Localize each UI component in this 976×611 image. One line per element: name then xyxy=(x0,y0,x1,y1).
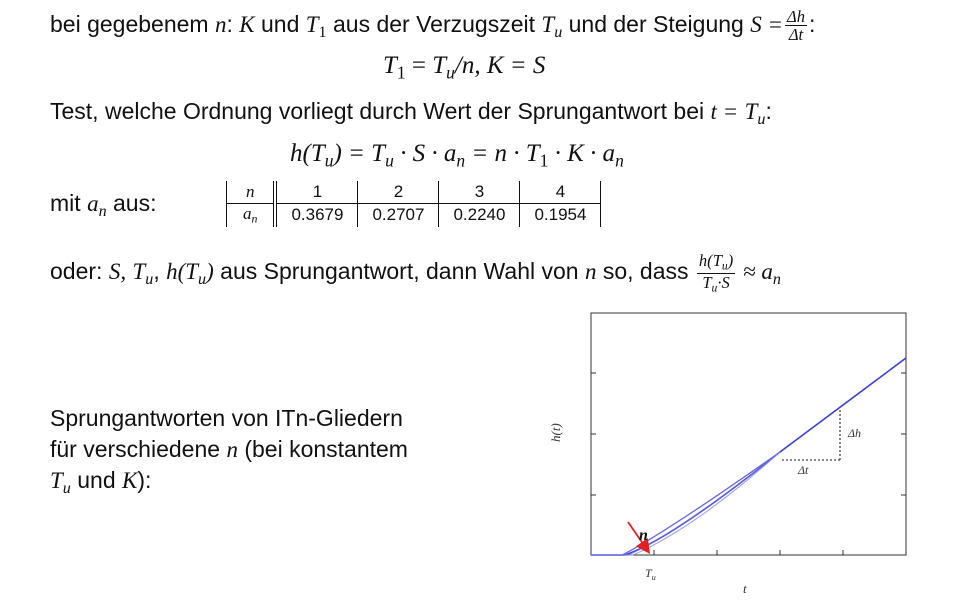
alternative-line: oder: S, $T_u$, $h(T_u)$ aus Sprungantwort, dann Wahl von n so, dass $\frac{h(T_u)}{T_u\cdot S}$ ≈ $a_n$ xyxy=(50,251,781,295)
description-line: Sprungantworten von ITn-Gliedern xyxy=(50,405,403,431)
test-line: Test, welche Ordnung vorliegt durch Wert der Sprungantwort bei $t = T_u$: xyxy=(50,98,772,128)
y-axis-label: h(t) xyxy=(548,423,563,442)
text: und der Steigung xyxy=(568,10,744,37)
description-line: $T_u$ und K): xyxy=(50,467,152,497)
text: Test, welche Ordnung vorliegt durch Wert der Sprungantwort bei xyxy=(50,98,705,124)
table-order: 2 xyxy=(358,181,439,204)
equation-h-tu: $h(T_u) = T_u \cdot S \cdot a_n = n \cdot T_1 \cdot K \cdot a_n$ xyxy=(290,140,624,171)
text: : xyxy=(226,10,233,37)
table-order: 3 xyxy=(439,181,520,204)
math-Tu: $T_u$ xyxy=(744,99,766,128)
table-header-n: n xyxy=(227,181,275,204)
table-order: 4 xyxy=(520,181,601,204)
table-order: 1 xyxy=(275,181,358,204)
math-t: t = xyxy=(710,99,739,124)
table-value: 0.2240 xyxy=(439,204,520,227)
intro-line xyxy=(50,8,815,44)
delta-h-label: Δh xyxy=(848,426,862,440)
text: aus der Verzugszeit xyxy=(332,10,535,37)
n-arrow-label: n xyxy=(639,527,648,544)
description xyxy=(50,403,408,504)
response-curve-n1 xyxy=(591,358,906,555)
table-value: 0.3679 xyxy=(275,204,358,227)
step-response-plot xyxy=(530,300,930,605)
order-coefficient-table xyxy=(226,181,601,227)
math-K: K xyxy=(239,11,255,37)
response-curve-n4 xyxy=(591,452,780,555)
description-line: für verschiedene n (bei konstantem xyxy=(50,436,408,462)
math-S: S = xyxy=(750,11,783,37)
table-label: mit $a_n$ aus: xyxy=(50,190,157,220)
math-n: n xyxy=(214,11,227,37)
response-curve-n2 xyxy=(591,452,780,555)
text: und xyxy=(260,10,300,37)
fraction-dh-dt: $\frac{\Delta h}{\Delta t}$ xyxy=(787,7,805,45)
math-Tu: $T_u$ xyxy=(541,11,563,41)
equation-t1-k: $T_1 = T_u/n$, K = S xyxy=(383,52,546,83)
tu-marker-label: $T_u$ xyxy=(645,566,656,582)
table-value: 0.2707 xyxy=(358,204,439,227)
table-value: 0.1954 xyxy=(534,205,587,225)
table-header-an: $a_n$ xyxy=(227,204,275,227)
x-axis-label: t xyxy=(743,581,747,596)
response-curve-n3 xyxy=(591,452,780,555)
math-T1: $T_1$ xyxy=(305,11,327,41)
fraction-h-ratio: $\frac{h(T_u)}{T_u\cdot S}$ xyxy=(698,251,734,295)
text: bei gegebenem xyxy=(50,10,209,37)
text: : xyxy=(809,10,816,37)
delta-t-label: Δt xyxy=(798,463,809,477)
